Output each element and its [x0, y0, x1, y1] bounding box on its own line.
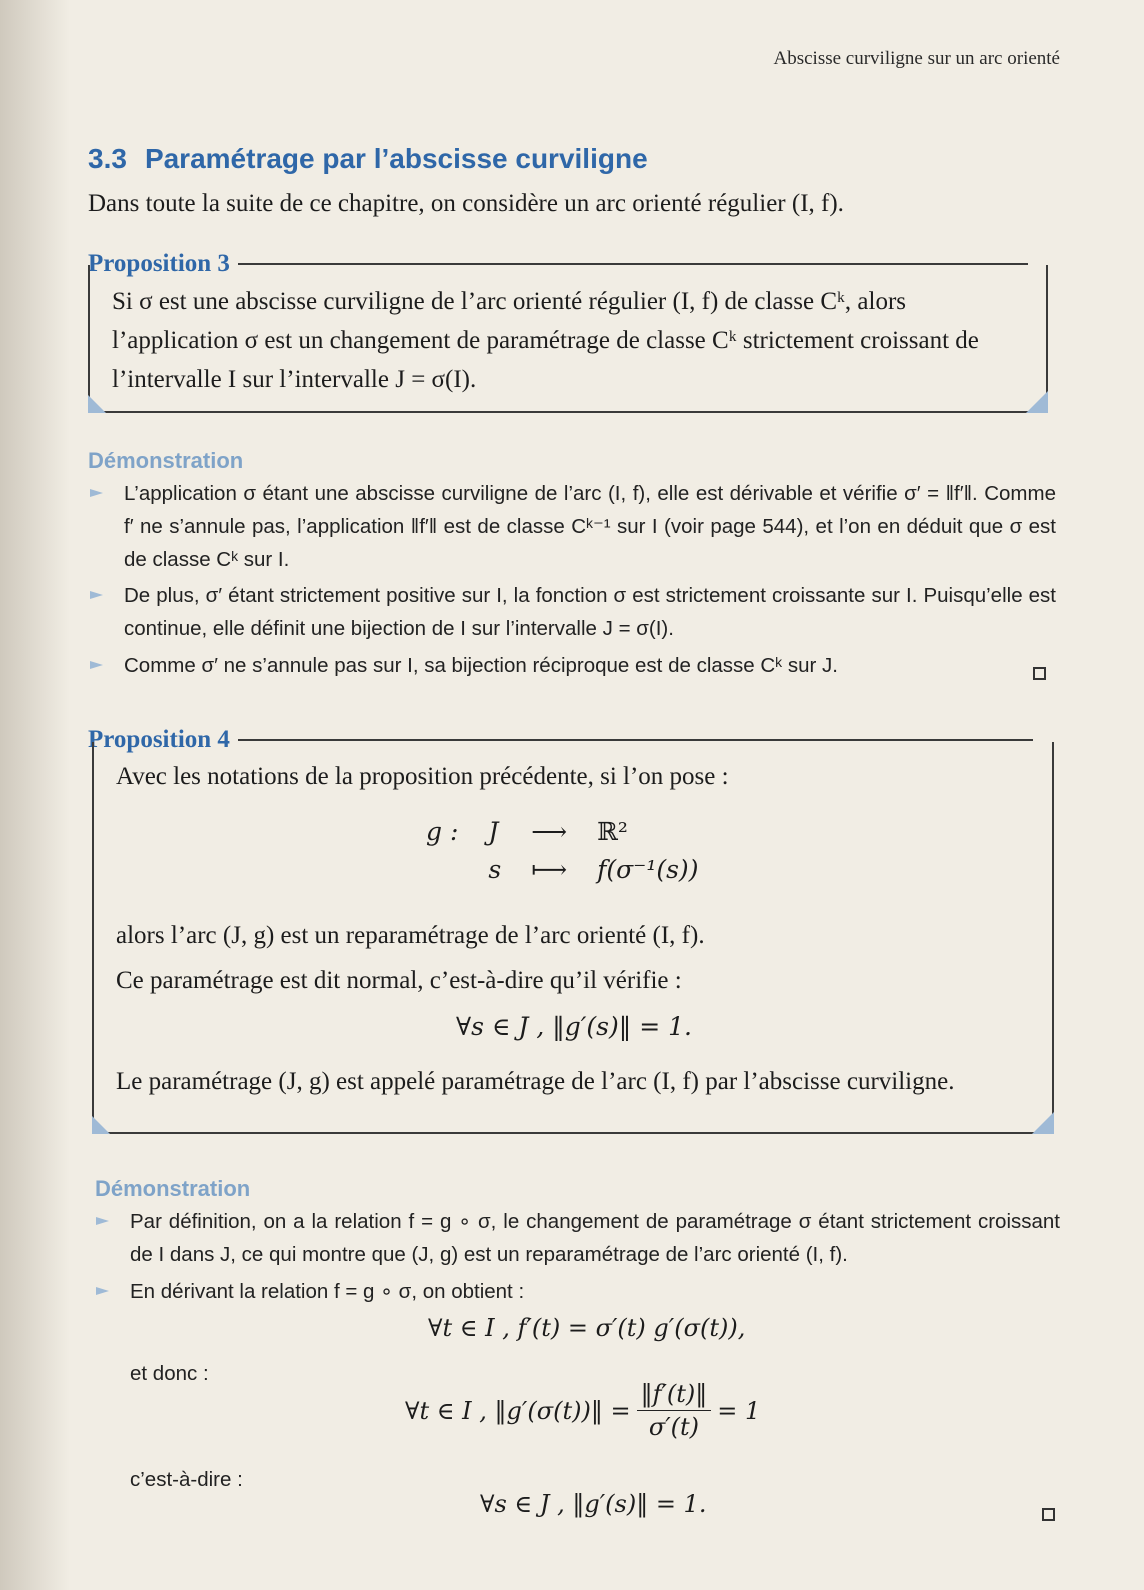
proposition-4-after: alors l’arc (J, g) est un reparamétrage de l’arc orienté (I, f). — [116, 921, 705, 949]
demonstration-2-item: Par définition, on a la relation f = g ∘ σ, le changement de paramétrage σ étant strictement croissant de I dans J, ce qui montre que (J, g) est un reparamétrage de l’arc orienté (I, f). — [94, 1206, 1060, 1272]
map-arrow: ⟶ — [531, 817, 568, 846]
running-head: Abscisse curviligne sur un arc orienté — [773, 48, 1060, 69]
proposition-4-final: Le paramétrage (J, g) est appelé paramétrage de l’arc (I, f) par l’abscisse curviligne. — [116, 1068, 955, 1095]
map-var: s — [488, 855, 502, 885]
formula-norm — [405, 1380, 760, 1441]
page-binding-shadow — [0, 0, 70, 1590]
section-title-text: Paramétrage par l’abscisse curviligne — [144, 143, 648, 174]
proposition-4-title: Proposition 4 — [88, 726, 230, 753]
demonstration-1-item: L’application σ étant une abscisse curviligne de l’arc (I, f), elle est dérivable et vérifie σ′ = ‖f′‖. Comme f′ ne s’annule pas, l’application ‖f′‖ est de classe Cᵏ⁻¹ sur I (voir page 544), et l’on en déduit que σ est de classe Cᵏ sur I. — [88, 478, 1056, 576]
formula-norm-left: ∀t ∈ I , ‖g′(σ(t))‖ = — [405, 1396, 631, 1425]
bullet-arrow-icon — [96, 1217, 109, 1225]
map-domain: J — [488, 817, 499, 846]
proposition-3-box — [88, 265, 1048, 413]
map-name: g : — [426, 817, 459, 846]
mapping-definition — [410, 812, 714, 891]
proposition-4-box — [92, 742, 1054, 1134]
bullet-arrow-icon — [96, 1287, 109, 1295]
section-title — [88, 143, 648, 175]
demonstration-2-list — [94, 1206, 1060, 1312]
formula-norm-right: = 1 — [717, 1396, 761, 1425]
demonstration-2-item: En dérivant la relation f = g ∘ σ, on obtient : — [94, 1276, 1060, 1309]
demonstration-1-heading: Démonstration — [88, 448, 244, 473]
demonstration-1-item: De plus, σ′ étant strictement positive sur I, la fonction σ est strictement croissante sur I. Puisqu’elle est continue, elle définit une bijection de I sur l’intervalle J = σ(I). — [88, 580, 1056, 646]
formula-normal: ∀s ∈ J , ‖g′(s)‖ = 1. — [480, 1490, 707, 1518]
section-number: 3.3 — [88, 143, 127, 174]
formula-derivative: ∀t ∈ I , f′(t) = σ′(t) g′(σ(t)), — [428, 1314, 746, 1342]
fraction-numerator: ‖f′(t)‖ — [637, 1380, 712, 1411]
qed-square-icon — [1042, 1508, 1055, 1521]
proposition-3-title: Proposition 3 — [88, 250, 230, 277]
bullet-arrow-icon — [90, 591, 103, 599]
demonstration-2-heading: Démonstration — [95, 1176, 251, 1201]
proposition-4-normal-formula: ∀s ∈ J , ‖g′(s)‖ = 1. — [456, 1012, 692, 1042]
formula-fraction — [637, 1380, 712, 1441]
proposition-4-lead: Avec les notations de la proposition précédente, si l’on pose : — [116, 763, 729, 790]
proposition-4-normal: Ce paramétrage est dit normal, c’est-à-dire qu’il vérifie : — [116, 966, 682, 994]
fraction-denominator: σ′(t) — [648, 1413, 700, 1441]
et-donc-text: et donc : — [130, 1362, 209, 1385]
proposition-4-rule — [238, 739, 1033, 741]
qed-square-icon — [1033, 667, 1046, 680]
bullet-arrow-icon — [90, 489, 103, 497]
cest-a-dire-text: c’est-à-dire : — [130, 1468, 243, 1491]
bullet-arrow-icon — [90, 661, 103, 669]
intro-paragraph: Dans toute la suite de ce chapitre, on considère un arc orienté régulier (I, f). — [88, 190, 844, 217]
map-arrow-to: ⟼ — [531, 855, 568, 885]
demonstration-1-list — [88, 478, 1056, 687]
map-image: f(σ⁻¹(s)) — [597, 855, 699, 885]
demonstration-1-item: Comme σ′ ne s’annule pas sur I, sa bijection réciproque est de classe Cᵏ sur J. — [88, 650, 1056, 683]
proposition-3-text: Si σ est une abscisse curviligne de l’arc orienté régulier (I, f) de classe Cᵏ, alors l’application σ est un changement de paramétrage de classe Cᵏ strictement croissant de l’intervalle I sur l’intervalle J = σ(I). — [112, 288, 979, 393]
map-codomain: ℝ² — [597, 817, 628, 846]
